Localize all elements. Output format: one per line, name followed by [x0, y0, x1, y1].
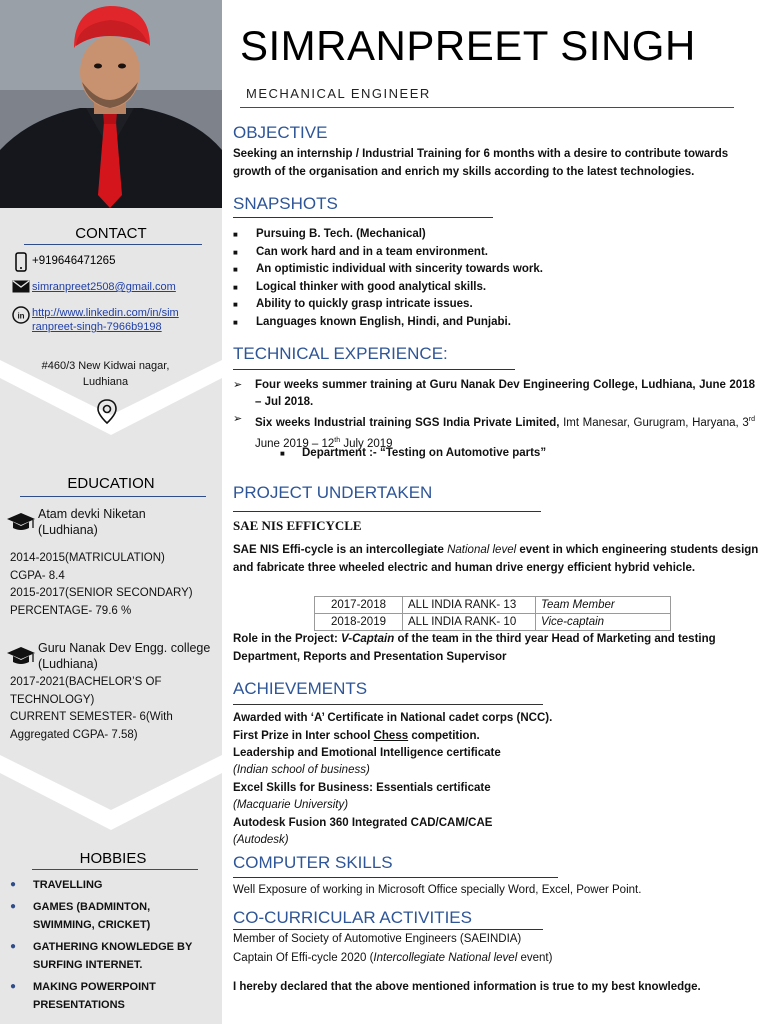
address: [28, 358, 183, 390]
candidate-name: SIMRANPREET SINGH: [240, 22, 696, 69]
job-title: MECHANICAL ENGINEER: [246, 86, 431, 101]
project-heading: PROJECT UNDERTAKEN: [233, 483, 433, 502]
hobbies-heading-rule: [32, 869, 198, 870]
envelope-icon: [10, 280, 32, 293]
technical-rule: [233, 369, 515, 370]
rank-table: [314, 596, 671, 631]
cocurricular-heading: CO-CURRICULAR ACTIVITIES: [233, 908, 472, 927]
objective-heading: OBJECTIVE: [233, 123, 328, 142]
technical-item: ➢ Four weeks summer training at Guru Nanak Dev Engineering College, Ludhiana, June 2018 – Jul 2018.: [233, 377, 755, 411]
achievement-line: Excel Skills for Business: Essentials certificate: [233, 782, 491, 794]
school2-city: (Ludhiana): [38, 657, 98, 671]
education-heading-rule: [20, 496, 206, 497]
school2-detail: CURRENT SEMESTER- 6(With: [10, 711, 173, 723]
phone-number[interactable]: +919646471265: [32, 255, 116, 267]
linkedin-icon: [10, 306, 32, 324]
graduation-cap-icon: [6, 511, 38, 537]
profile-photo: [0, 0, 222, 208]
technical-heading: TECHNICAL EXPERIENCE:: [233, 344, 448, 363]
cocurricular-line: Captain Of Effi-cycle 2020 (Intercollegiate National level event): [233, 952, 553, 964]
achievement-line: Leadership and Emotional Intelligence certificate: [233, 747, 501, 759]
achievement-line: (Indian school of business): [233, 764, 370, 776]
hobby-item: ● GAMES (BADMINTON, SWIMMING, CRICKET): [8, 898, 213, 934]
title-rule: [240, 107, 734, 108]
phone-icon: [10, 252, 32, 272]
school2-detail: TECHNOLOGY): [10, 693, 95, 706]
svg-text:in: in: [17, 311, 25, 321]
snapshots-rule: [233, 217, 493, 218]
snapshot-item: ■ Logical thinker with good analytical skills.: [233, 280, 487, 293]
achievement-line: (Autodesk): [233, 834, 289, 846]
achievements-heading: ACHIEVEMENTS: [233, 679, 368, 698]
bullet-icon: ●: [10, 879, 17, 890]
school1-detail: CGPA- 8.4: [10, 569, 65, 582]
project-role: Role in the Project: V-Captain of the team in the third year Head of Marketing and testing Department, Reports and Presentation Supervisor: [233, 633, 716, 663]
achievements-rule: [233, 704, 543, 705]
linkedin-row: [10, 306, 215, 334]
arrow-bullet-icon: ➢: [233, 413, 243, 425]
technical-list: [233, 377, 755, 453]
snapshot-item: ■ Ability to quickly grasp intricate issues.: [233, 298, 473, 310]
bullet-icon: ●: [10, 981, 17, 992]
chevron-divider: [0, 340, 222, 450]
linkedin-link-line2[interactable]: ranpreet-singh-7966b9198: [32, 321, 162, 333]
hobby-item: ● MAKING POWERPOINT PRESENTATIONS: [8, 978, 213, 1014]
snapshots-heading: SNAPSHOTS: [233, 194, 338, 213]
cocurricular-rule: [233, 929, 543, 930]
school1-detail: PERCENTAGE- 79.6 %: [10, 604, 132, 617]
email-link[interactable]: simranpreet2508@gmail.com: [32, 281, 176, 293]
snapshots-list: [233, 226, 753, 331]
computer-heading: COMPUTER SKILLS: [233, 853, 393, 872]
achievement-line: Autodesk Fusion 360 Integrated CAD/CAM/CAE: [233, 817, 493, 829]
snapshot-item: ■ Pursuing B. Tech. (Mechanical): [233, 228, 426, 240]
graduation-cap-icon: [6, 645, 38, 671]
table-row: 2018-2019 ALL INDIA RANK- 10 Vice-captain: [315, 614, 671, 631]
school2: [6, 640, 210, 672]
school1-detail: 2014-2015(MATRICULATION): [10, 552, 165, 564]
hobbies-heading: HOBBIES: [79, 850, 147, 867]
technical-item: ➢ Six weeks Industrial training SGS India Private Limited, Imt Manesar, Gurugram, Haryana, 3rd June 2019 – 12th July 2019: [233, 411, 755, 453]
contact-heading-rule: [24, 244, 202, 245]
snapshot-item: ■ Languages known English, Hindi, and Punjabi.: [233, 315, 511, 328]
main-content: [222, 0, 768, 1024]
school1-name: Atam devki Niketan: [38, 507, 146, 521]
arrow-bullet-icon: ➢: [233, 379, 243, 391]
achievement-line: First Prize in Inter school Chess competition.: [233, 730, 480, 742]
school1: [6, 506, 146, 538]
snapshot-item: ■ An optimistic individual with sincerity towards work.: [233, 263, 543, 275]
school2-detail: 2017-2021(BACHELOR’S OF: [10, 676, 162, 688]
phone-row: [10, 252, 215, 272]
hobbies-list: [8, 876, 213, 1018]
project-description: SAE NIS Effi-cycle is an intercollegiate National level event in which engineering students design and fabricate three wheeled electric and human drive energy efficient hybrid vehicle.: [233, 544, 759, 574]
table-row: 2017-2018 ALL INDIA RANK- 13 Team Member: [315, 597, 671, 614]
project-title: SAE NIS EFFICYCLE: [233, 518, 362, 533]
declaration: I hereby declared that the above mentioned information is true to my best knowledge.: [233, 981, 701, 993]
computer-rule: [233, 877, 558, 878]
bullet-icon: ●: [10, 901, 17, 912]
school2-name: Guru Nanak Dev Engg. college: [38, 641, 211, 655]
linkedin-link-line1[interactable]: http://www.linkedin.com/in/sim: [32, 307, 179, 319]
location-pin-icon: [96, 398, 118, 429]
sidebar: [0, 0, 222, 1024]
project-rule: [233, 511, 541, 512]
school1-details: [10, 550, 220, 620]
address-line2: Ludhiana: [82, 376, 129, 388]
hobby-item: ● GATHERING KNOWLEDGE BY SURFING INTERNET.: [8, 938, 213, 974]
education-heading: EDUCATION: [67, 475, 155, 492]
hobby-item: ● TRAVELLING: [8, 876, 213, 894]
school1-city: (Ludhiana): [38, 523, 98, 537]
objective-text: Seeking an internship / Industrial Training for 6 months with a desire to contribute towards growth of the organisation and enrich my skills according to the latest technologies.: [233, 148, 729, 178]
school2-detail: Aggregated CGPA- 7.58): [10, 728, 138, 741]
address-line1: #460/3 New Kidwai nagar,: [41, 360, 170, 372]
snapshot-item: ■ Can work hard and in a team environment.: [233, 245, 488, 258]
computer-text: Well Exposure of working in Microsoft Office specially Word, Excel, Power Point.: [233, 884, 642, 896]
achievement-line: Awarded with ‘A’ Certificate in National cadet corps (NCC).: [233, 712, 553, 724]
email-row: [10, 280, 215, 294]
chevron-divider: [0, 735, 222, 845]
school1-detail: 2015-2017(SENIOR SECONDARY): [10, 587, 193, 599]
cocurricular-line: Member of Society of Automotive Engineers (SAEINDIA): [233, 933, 522, 945]
bullet-icon: ●: [10, 941, 17, 952]
contact-heading: CONTACT: [75, 225, 147, 242]
school2-details: [10, 674, 220, 744]
department-line: ■ Department :- “Testing on Automotive parts”: [280, 447, 547, 459]
achievement-line: (Macquarie University): [233, 799, 349, 811]
